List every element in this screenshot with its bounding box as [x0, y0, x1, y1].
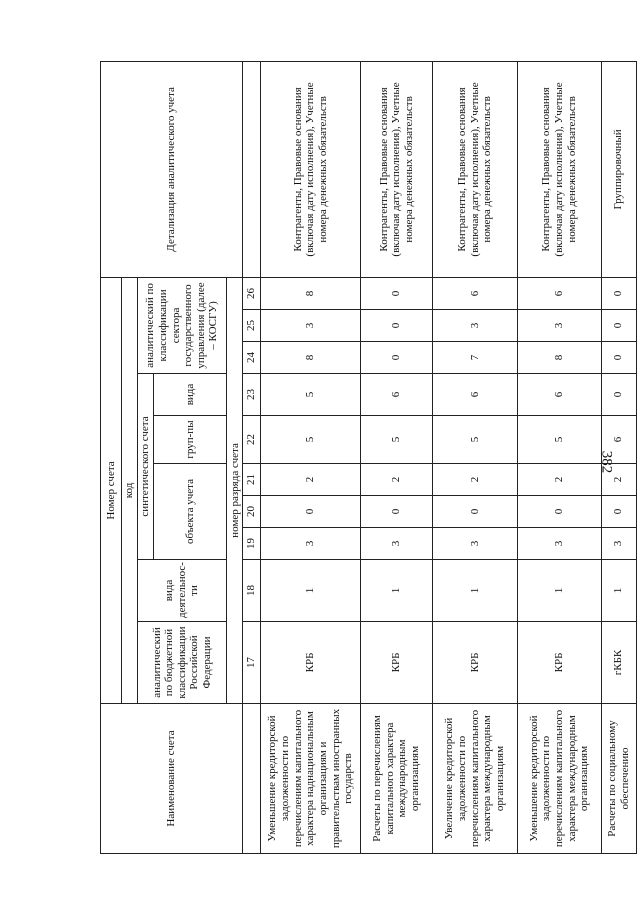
table-row	[601, 61, 637, 853]
row-cell: КРБ	[261, 622, 361, 704]
header-account-object: объекта учета	[154, 464, 227, 560]
row-cell: 0	[601, 374, 637, 416]
digit-18: 18	[243, 560, 261, 622]
row-cell: 3	[432, 528, 517, 560]
digit-19: 19	[243, 528, 261, 560]
row-cell: 3	[518, 310, 601, 342]
row-cell: 3	[261, 528, 361, 560]
digit-22: 22	[243, 416, 261, 464]
row-name: Увеличение кредиторской задолженности по перечислениям капитального характера международным организациям	[432, 704, 517, 854]
row-cell: 5	[518, 416, 601, 464]
row-cell: 6	[432, 277, 517, 309]
header-synthetic: синтетического счета	[138, 374, 154, 560]
row-cell: 7	[432, 342, 517, 374]
row-cell: 1	[261, 560, 361, 622]
row-cell: КРБ	[518, 622, 601, 704]
table-row	[361, 61, 433, 853]
row-cell: 0	[261, 496, 361, 528]
row-cell: 6	[518, 374, 601, 416]
row-cell: 2	[432, 464, 517, 496]
row-cell: 0	[518, 496, 601, 528]
row-cell: 2	[361, 464, 433, 496]
digit-blank	[243, 61, 261, 277]
row-cell: 5	[361, 416, 433, 464]
digit-26: 26	[243, 277, 261, 309]
row-cell: 8	[261, 342, 361, 374]
row-cell: КРБ	[432, 622, 517, 704]
row-cell: 0	[361, 496, 433, 528]
row-cell: 0	[601, 342, 637, 374]
header-code: код	[121, 277, 137, 703]
row-name: Уменьшение кредиторской задолженности по перечислениям капитального характера международным организациям	[518, 704, 601, 854]
digit-25: 25	[243, 310, 261, 342]
row-cell: 0	[601, 496, 637, 528]
accounts-table	[100, 61, 637, 854]
page-number: 382	[598, 450, 615, 473]
header-kind: вида	[154, 374, 227, 416]
row-cell: 8	[261, 277, 361, 309]
row-cell: 0	[432, 496, 517, 528]
row-cell: гКБК	[601, 622, 637, 704]
header-detail: Детализация аналитического учета	[101, 61, 243, 277]
digit-20: 20	[243, 496, 261, 528]
digit-24: 24	[243, 342, 261, 374]
row-name: Расчеты по социальному обеспечению	[601, 704, 637, 854]
row-detail: Контрагенты, Правовые основания (включая дату исполнения), Учетные номера денежных обязательств	[518, 61, 601, 277]
row-cell: 6	[601, 416, 637, 464]
header-analytic-budget: аналитический по бюджетной классификации Российской Федерации	[138, 622, 227, 704]
row-name: Уменьшение кредиторской задолженности по перечислениям капитального характера наднациональным организациям и правительствам иностранных государств	[261, 704, 361, 854]
table-row	[518, 61, 601, 853]
digit-21: 21	[243, 464, 261, 496]
row-cell: 3	[601, 528, 637, 560]
header-account-name: Наименование счета	[101, 704, 243, 854]
row-cell: 1	[361, 560, 433, 622]
row-cell: КРБ	[361, 622, 433, 704]
row-name: Расчеты по перечислениям капитального характера международным организациям	[361, 704, 433, 854]
row-cell: 8	[518, 342, 601, 374]
row-detail: Контрагенты, Правовые основания (включая дату исполнения), Учетные номера денежных обязательств	[432, 61, 517, 277]
digit-23: 23	[243, 374, 261, 416]
row-cell: 3	[361, 528, 433, 560]
row-cell: 0	[361, 342, 433, 374]
row-cell: 5	[261, 374, 361, 416]
row-cell: 6	[432, 374, 517, 416]
header-account-number: Номер счета	[101, 277, 122, 703]
row-detail: Контрагенты, Правовые основания (включая дату исполнения), Учетные номера денежных обязательств	[261, 61, 361, 277]
row-cell: 3	[432, 310, 517, 342]
table-row	[261, 61, 361, 853]
row-cell: 0	[601, 310, 637, 342]
header-digit-number: номер разряда счета	[227, 277, 243, 703]
row-cell: 5	[261, 416, 361, 464]
row-cell: 3	[261, 310, 361, 342]
digit-17: 17	[243, 622, 261, 704]
row-cell: 0	[361, 310, 433, 342]
header-activity-type: вида деятельнос-ти	[138, 560, 227, 622]
row-cell: 6	[361, 374, 433, 416]
rotated-table-container	[100, 62, 637, 854]
row-cell: 1	[601, 560, 637, 622]
row-cell: 0	[601, 277, 637, 309]
row-detail: Контрагенты, Правовые основания (включая дату исполнения), Учетные номера денежных обязательств	[361, 61, 433, 277]
row-cell: 2	[261, 464, 361, 496]
row-cell: 2	[601, 464, 637, 496]
row-cell: 2	[518, 464, 601, 496]
row-cell: 1	[518, 560, 601, 622]
header-group: груп-пы	[154, 416, 227, 464]
header-kosgu: аналитический по классификации сектора государственного управления (далее – КОСГУ)	[138, 277, 227, 373]
digit-blank	[243, 704, 261, 854]
row-cell: 1	[432, 560, 517, 622]
row-cell: 6	[518, 277, 601, 309]
row-cell: 3	[518, 528, 601, 560]
row-detail: Группировочный	[601, 61, 637, 277]
row-cell: 0	[361, 277, 433, 309]
table-row	[432, 61, 517, 853]
row-cell: 5	[432, 416, 517, 464]
